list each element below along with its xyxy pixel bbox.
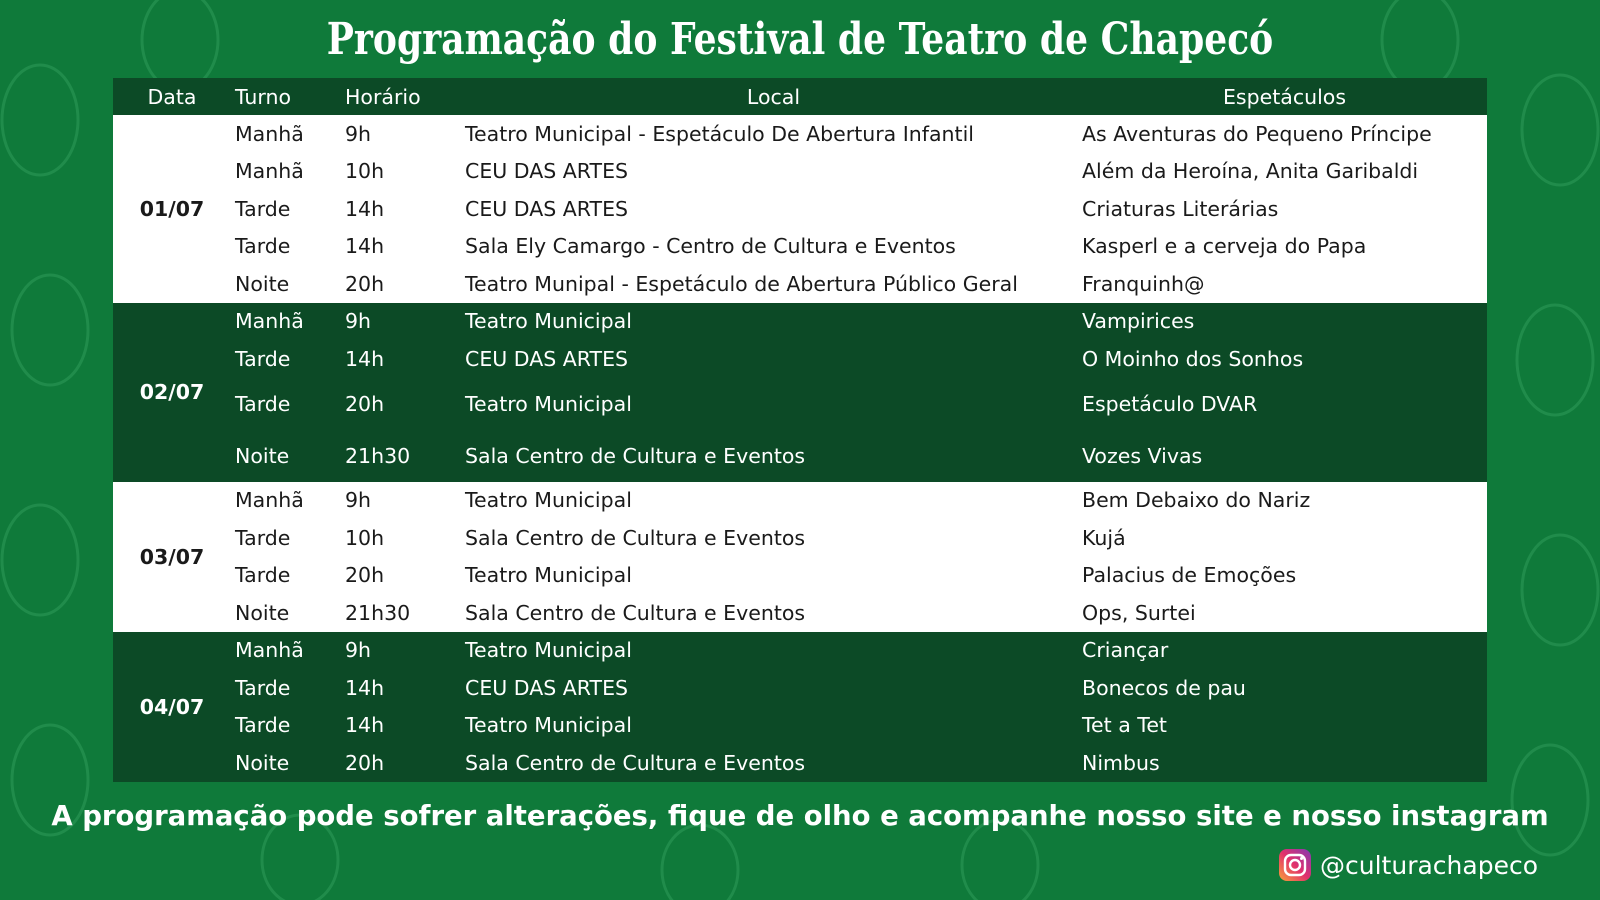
cell-horario: 20h — [345, 744, 465, 782]
cell-local: Teatro Municipal - Espetáculo De Abertura Infantil — [465, 115, 1082, 153]
table-row — [113, 594, 1487, 632]
cell-local: Teatro Municipal — [465, 707, 1082, 745]
day-date: 02/07 — [113, 303, 231, 482]
instagram-icon — [1278, 848, 1312, 882]
cell-local: CEU DAS ARTES — [465, 340, 1082, 378]
page-title: Programação do Festival de Teatro de Chapecó — [326, 14, 1274, 65]
cell-turno: Tarde — [231, 228, 345, 266]
cell-local: Teatro Municipal — [465, 482, 1082, 520]
day-date: 04/07 — [113, 632, 231, 782]
cell-horario: 14h — [345, 707, 465, 745]
cell-horario: 14h — [345, 669, 465, 707]
cell-espetaculo: Vozes Vivas — [1082, 430, 1487, 482]
cell-horario: 10h — [345, 153, 465, 191]
cell-horario: 21h30 — [345, 430, 465, 482]
header-espetaculos: Espetáculos — [1082, 78, 1487, 115]
table-row — [113, 303, 1487, 341]
footer-notice: A programação pode sofrer alterações, fique de olho e acompanhe nosso site e nosso instagram — [51, 800, 1549, 832]
cell-local: Sala Centro de Cultura e Eventos — [465, 519, 1082, 557]
cell-espetaculo: Nimbus — [1082, 744, 1487, 782]
cell-espetaculo: Vampirices — [1082, 303, 1487, 341]
cell-horario: 9h — [345, 303, 465, 341]
table-row — [113, 557, 1487, 595]
cell-turno: Tarde — [231, 519, 345, 557]
table-row — [113, 669, 1487, 707]
cell-local: Sala Centro de Cultura e Eventos — [465, 594, 1082, 632]
cell-local: Teatro Municipal — [465, 557, 1082, 595]
table-row — [113, 190, 1487, 228]
cell-horario: 10h — [345, 519, 465, 557]
cell-espetaculo: Criaturas Literárias — [1082, 190, 1487, 228]
cell-local: Teatro Municipal — [465, 378, 1082, 430]
cell-espetaculo: Kasperl e a cerveja do Papa — [1082, 228, 1487, 266]
cell-local: Sala Centro de Cultura e Eventos — [465, 744, 1082, 782]
day-date: 03/07 — [113, 482, 231, 632]
table-row — [113, 378, 1487, 430]
table-row — [113, 482, 1487, 520]
table-row — [113, 340, 1487, 378]
cell-turno: Manhã — [231, 303, 345, 341]
cell-turno: Manhã — [231, 632, 345, 670]
schedule-table — [113, 78, 1487, 782]
cell-local: Teatro Municipal — [465, 632, 1082, 670]
cell-horario: 20h — [345, 378, 465, 430]
table-row — [113, 265, 1487, 303]
cell-espetaculo: Kujá — [1082, 519, 1487, 557]
cell-horario: 14h — [345, 340, 465, 378]
table-row — [113, 153, 1487, 191]
cell-turno: Noite — [231, 594, 345, 632]
cell-turno: Manhã — [231, 115, 345, 153]
cell-turno: Tarde — [231, 378, 345, 430]
cell-horario: 9h — [345, 632, 465, 670]
cell-horario: 20h — [345, 265, 465, 303]
header-local: Local — [465, 78, 1082, 115]
cell-espetaculo: As Aventuras do Pequeno Príncipe — [1082, 115, 1487, 153]
cell-turno: Tarde — [231, 340, 345, 378]
table-row — [113, 115, 1487, 153]
cell-espetaculo: Franquinh@ — [1082, 265, 1487, 303]
header-turno: Turno — [231, 78, 345, 115]
cell-horario: 20h — [345, 557, 465, 595]
cell-horario: 14h — [345, 228, 465, 266]
table-row — [113, 632, 1487, 670]
table-row — [113, 744, 1487, 782]
cell-turno: Noite — [231, 744, 345, 782]
instagram-link[interactable] — [1278, 848, 1538, 882]
header-horario: Horário — [345, 78, 465, 115]
cell-local: CEU DAS ARTES — [465, 153, 1082, 191]
cell-espetaculo: Bonecos de pau — [1082, 669, 1487, 707]
cell-local: CEU DAS ARTES — [465, 669, 1082, 707]
table-row — [113, 430, 1487, 482]
cell-espetaculo: Bem Debaixo do Nariz — [1082, 482, 1487, 520]
cell-local: Teatro Municipal — [465, 303, 1082, 341]
cell-horario: 21h30 — [345, 594, 465, 632]
cell-horario: 14h — [345, 190, 465, 228]
cell-turno: Tarde — [231, 669, 345, 707]
cell-espetaculo: Espetáculo DVAR — [1082, 378, 1487, 430]
cell-espetaculo: O Moinho dos Sonhos — [1082, 340, 1487, 378]
table-row — [113, 707, 1487, 745]
cell-turno: Noite — [231, 430, 345, 482]
cell-local: Teatro Munipal - Espetáculo de Abertura Público Geral — [465, 265, 1082, 303]
cell-horario: 9h — [345, 115, 465, 153]
cell-turno: Manhã — [231, 482, 345, 520]
cell-espetaculo: Palacius de Emoções — [1082, 557, 1487, 595]
cell-espetaculo: Criançar — [1082, 632, 1487, 670]
cell-local: Sala Ely Camargo - Centro de Cultura e Eventos — [465, 228, 1082, 266]
instagram-handle: @culturachapeco — [1320, 850, 1538, 880]
header-date: Data — [113, 78, 231, 115]
table-row — [113, 519, 1487, 557]
cell-turno: Tarde — [231, 707, 345, 745]
cell-turno: Tarde — [231, 190, 345, 228]
cell-turno: Tarde — [231, 557, 345, 595]
table-header-row — [113, 78, 1487, 115]
cell-espetaculo: Tet a Tet — [1082, 707, 1487, 745]
cell-turno: Manhã — [231, 153, 345, 191]
cell-horario: 9h — [345, 482, 465, 520]
cell-local: CEU DAS ARTES — [465, 190, 1082, 228]
table-row — [113, 228, 1487, 266]
cell-espetaculo: Além da Heroína, Anita Garibaldi — [1082, 153, 1487, 191]
cell-local: Sala Centro de Cultura e Eventos — [465, 430, 1082, 482]
cell-turno: Noite — [231, 265, 345, 303]
day-date: 01/07 — [113, 115, 231, 303]
cell-espetaculo: Ops, Surtei — [1082, 594, 1487, 632]
